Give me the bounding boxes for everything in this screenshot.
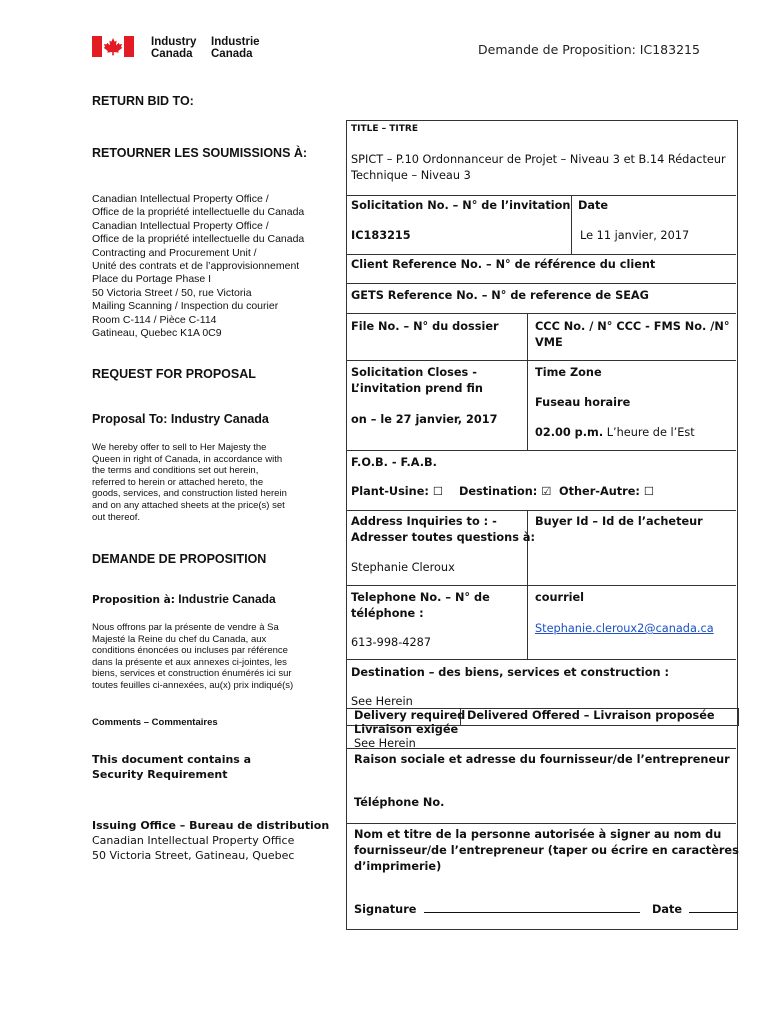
closing-time <box>535 425 695 441</box>
authorized-signatory-label <box>354 827 739 875</box>
authorized-line: Nom et titre de la personne autorisée à signer au nom du <box>354 828 722 841</box>
address-line: Room C-114 / Pièce C-114 <box>92 313 217 326</box>
return-bid-heading: RETURN BID TO: <box>92 94 194 108</box>
rule <box>346 360 736 361</box>
inquiries-contact: Stephanie Cleroux <box>351 561 455 574</box>
offer-en-line: the terms and conditions set out herein, <box>92 465 259 477</box>
offer-fr-line: Majesté la Reine du chef du Canada, aux <box>92 633 267 645</box>
rule <box>571 195 572 254</box>
other-option[interactable] <box>559 484 654 500</box>
signature-label: Signature <box>354 903 417 916</box>
offer-text-fr <box>92 622 293 692</box>
rule <box>346 659 736 660</box>
logo-en-line1: Industry <box>151 36 197 48</box>
signature-date-label: Date <box>652 903 683 916</box>
issuing-office <box>92 818 329 863</box>
security-requirement <box>92 752 251 782</box>
address-line: Office de la propriété intellectuelle du Canada <box>92 206 305 219</box>
date-label: Date <box>578 199 609 212</box>
destination-goods-value: See Herein <box>351 695 413 708</box>
offer-en-line: referred to herein or attached hereto, the <box>92 476 264 488</box>
plant-checkbox[interactable]: ☐ <box>432 485 443 498</box>
address-line: Gatineau, Quebec K1A 0C9 <box>92 327 222 340</box>
rule <box>346 823 736 824</box>
solicitation-value: IC183215 <box>351 229 411 242</box>
rule <box>346 585 736 586</box>
email-link[interactable]: Stephanie.cleroux2@canada.ca <box>535 622 714 635</box>
issuing-line: Canadian Intellectual Property Office <box>92 834 295 847</box>
solicitation-label: Solicitation No. – N° de l’invitation <box>351 199 571 212</box>
telephone-line: Telephone No. – N° de <box>351 591 490 604</box>
closes-line: Solicitation Closes - <box>351 366 477 379</box>
issuing-office-label: Issuing Office – Bureau de distribution <box>92 819 330 832</box>
title-line: Technique – Niveau 3 <box>351 169 471 182</box>
logo-fr-line1: Industrie <box>211 36 260 48</box>
other-label: Other-Autre: <box>559 485 640 498</box>
rule <box>346 450 736 451</box>
client-reference-label: Client Reference No. – N° de référence du client <box>351 258 656 271</box>
rfp-heading: REQUEST FOR PROPOSAL <box>92 367 256 381</box>
proposal-to-heading: Proposal To: Industry Canada <box>92 412 269 426</box>
solicitation-closes-label <box>351 365 483 397</box>
vendor-name-address-label: Raison sociale et adresse du fournisseur/de l’entrepreneur <box>354 753 730 766</box>
retourner-heading: RETOURNER LES SOUMISSIONS À: <box>92 146 308 160</box>
title-value <box>351 152 726 184</box>
telephone-line: téléphone : <box>351 607 424 620</box>
document-reference: Demande de Proposition: IC183215 <box>478 42 700 57</box>
proposition-a-value: Industrie Canada <box>178 592 276 606</box>
inquiries-line: Address Inquiries to : - <box>351 515 497 528</box>
demande-heading: DEMANDE DE PROPOSITION <box>92 552 267 566</box>
title-label: TITLE – TITRE <box>351 124 418 134</box>
fuseau-horaire-label: Fuseau horaire <box>535 396 631 409</box>
vendor-telephone-label: Téléphone No. <box>354 796 445 809</box>
closing-time-value: 02.00 p.m. <box>535 426 604 439</box>
security-line: This document contains a <box>92 753 252 766</box>
flag-left-bar <box>92 36 102 57</box>
security-line: Security Requirement <box>92 768 228 781</box>
rule <box>346 313 736 314</box>
offer-en-line: and on any attached sheets at the price(s) set <box>92 499 285 511</box>
ccc-label <box>535 319 729 351</box>
delivery-required-line: Livraison exigée <box>354 723 459 736</box>
address-line: Unité des contrats et de l’approvisionnement <box>92 260 300 273</box>
destination-option[interactable] <box>459 484 551 500</box>
delivery-required-label <box>354 709 465 737</box>
flag-right-bar <box>124 36 134 57</box>
signature-line[interactable] <box>424 900 640 913</box>
time-zone-label: Time Zone <box>535 366 602 379</box>
delivered-offered-label: Delivered Offered – Livraison proposée <box>467 709 715 722</box>
rule <box>346 195 736 196</box>
authorized-line: d’imprimerie) <box>354 860 442 873</box>
rule <box>527 313 528 450</box>
destination-goods-label: Destination – des biens, services et construction : <box>351 666 669 679</box>
offer-fr-line: dans la présente et aux annexes ci-jointes, les <box>92 656 287 668</box>
offer-text-en <box>92 442 287 523</box>
address-line: Office de la propriété intellectuelle du Canada <box>92 233 305 246</box>
signature-date-line[interactable] <box>689 900 737 913</box>
rule <box>346 283 736 284</box>
address-line: Mailing Scanning / Inspection du courier <box>92 300 279 313</box>
plant-label: Plant-Usine: <box>351 485 429 498</box>
canada-flag-logo <box>92 36 134 57</box>
ccc-line: VME <box>535 336 563 349</box>
address-line: Canadian Intellectual Property Office / <box>92 219 269 232</box>
logo-industrie-canada-fr <box>211 36 260 60</box>
rule <box>346 254 736 255</box>
offer-fr-line: toutes feuilles ci-annexées, au(x) prix indiqué(s) <box>92 679 294 691</box>
telephone-value: 613-998-4287 <box>351 636 432 649</box>
logo-en-line2: Canada <box>151 48 193 60</box>
buyer-id-label: Buyer Id – Id de l’acheteur <box>535 515 703 528</box>
solicitation-closes-value: on – le 27 janvier, 2017 <box>351 413 498 426</box>
closing-time-zone: L’heure de l’Est <box>606 426 695 439</box>
proposition-a-label: Proposition à: <box>92 594 175 606</box>
other-checkbox[interactable]: ☐ <box>643 485 654 498</box>
delivery-required-value: See Herein <box>354 737 416 750</box>
offer-fr-line: Nous offrons par la présente de vendre à Sa <box>92 622 279 633</box>
address-line: Contracting and Procurement Unit / <box>92 246 257 259</box>
issuing-line: 50 Victoria Street, Gatineau, Quebec <box>92 849 295 862</box>
proposition-a <box>92 592 276 606</box>
comments-label: Comments – Commentaires <box>92 717 218 728</box>
maple-leaf-icon <box>104 38 123 55</box>
file-no-label: File No. – N° du dossier <box>351 320 499 333</box>
address-line: 50 Victoria Street / 50, rue Victoria <box>92 286 252 299</box>
offer-en-line: Queen in right of Canada, in accordance with <box>92 453 283 465</box>
email-label: courriel <box>535 591 585 604</box>
offer-fr-line: conditions énoncées ou incluses par référence <box>92 645 288 657</box>
offer-fr-line: biens, services et construction énumérés ici sur <box>92 668 292 680</box>
logo-industry-canada-en <box>151 36 196 60</box>
return-address <box>92 193 304 340</box>
logo-fr-line2: Canada <box>211 48 253 60</box>
inquiries-line: Adresser toutes questions à: <box>351 531 535 544</box>
title-line: SPICT – P.10 Ordonnanceur de Projet – Niveau 3 et B.14 Rédacteur <box>351 153 726 166</box>
destination-checkbox[interactable]: ☑ <box>541 485 552 498</box>
offer-en-line: goods, services, and construction listed herein <box>92 488 287 500</box>
signature-field[interactable] <box>354 900 640 918</box>
gets-reference-label: GETS Reference No. – N° de reference de SEAG <box>351 289 649 302</box>
destination-label: Destination: <box>459 485 538 498</box>
delivery-required-line: Delivery required <box>354 709 466 722</box>
ccc-line: CCC No. / N° CCC - FMS No. /N° <box>535 320 730 333</box>
address-inquiries-label <box>351 514 535 546</box>
address-line: Canadian Intellectual Property Office / <box>92 193 269 205</box>
offer-en-line: out thereof. <box>92 511 141 523</box>
address-line: Place du Portage Phase I <box>92 273 212 286</box>
rule <box>346 510 736 511</box>
offer-en-line: We hereby offer to sell to Her Majesty the <box>92 442 267 453</box>
signature-date-field[interactable] <box>652 900 737 918</box>
plant-option[interactable] <box>351 484 443 500</box>
fob-label: F.O.B. - F.A.B. <box>351 456 437 469</box>
date-value: Le 11 janvier, 2017 <box>580 229 690 242</box>
closes-line: L’invitation prend fin <box>351 382 483 395</box>
telephone-label <box>351 590 490 622</box>
authorized-line: fournisseur/de l’entrepreneur (taper ou écrire en caractères <box>354 844 739 857</box>
